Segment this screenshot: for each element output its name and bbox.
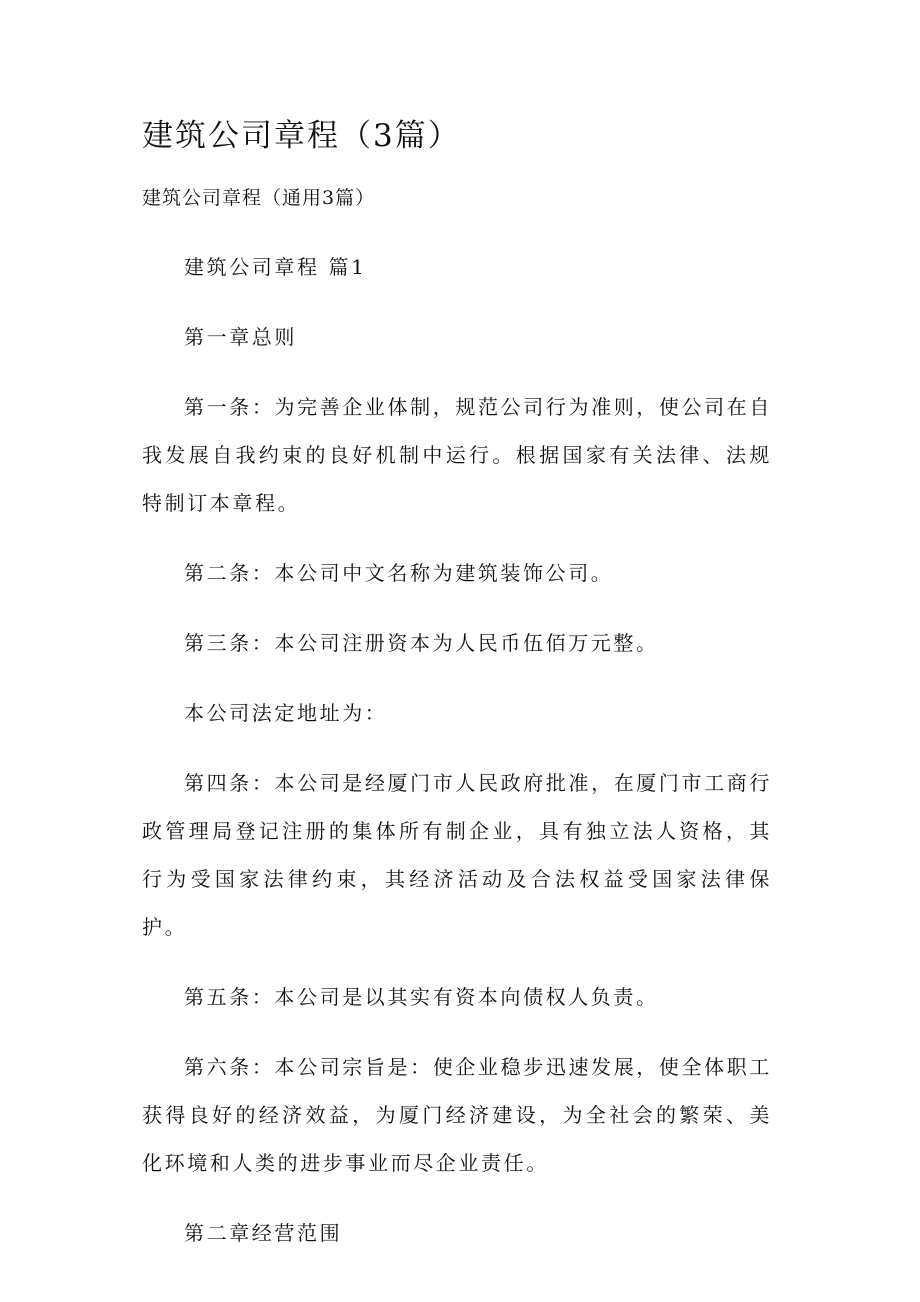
section-title-part-1: 建筑公司章程 篇1 (184, 255, 367, 279)
article-2: 第二条：本公司中文名称为建筑装饰公司。 (184, 561, 614, 585)
document-body (142, 243, 772, 1279)
document-title: 建筑公司章程（3篇） (142, 118, 461, 154)
article-3: 第三条：本公司注册资本为人民币伍佰万元整。 (184, 631, 659, 655)
document-subtitle: 建筑公司章程（通用3篇） (142, 187, 376, 209)
article-4: 第四条：本公司是经厦门市人民政府批准，在厦门市工商行政管理局登记注册的集体所有制企业，具有独立法人资格，其行为受国家法律约束，其经济活动及合法权益受国家法律保护。 (142, 771, 772, 939)
article-1: 第一条：为完善企业体制，规范公司行为准则，使公司在自我发展自我约束的良好机制中运行。根据国家有关法律、法规特制订本章程。 (142, 395, 772, 515)
article-6: 第六条：本公司宗旨是：使企业稳步迅速发展，使全体职工获得良好的经济效益，为厦门经济建设，为全社会的繁荣、美化环境和人类的进步事业而尽企业责任。 (142, 1055, 772, 1175)
chapter-heading-1: 第一章总则 (184, 325, 297, 349)
article-5: 第五条：本公司是以其实有资本向债权人负责。 (184, 985, 659, 1009)
legal-address: 本公司法定地址为： (184, 701, 388, 725)
chapter-heading-2: 第二章经营范围 (184, 1221, 343, 1245)
